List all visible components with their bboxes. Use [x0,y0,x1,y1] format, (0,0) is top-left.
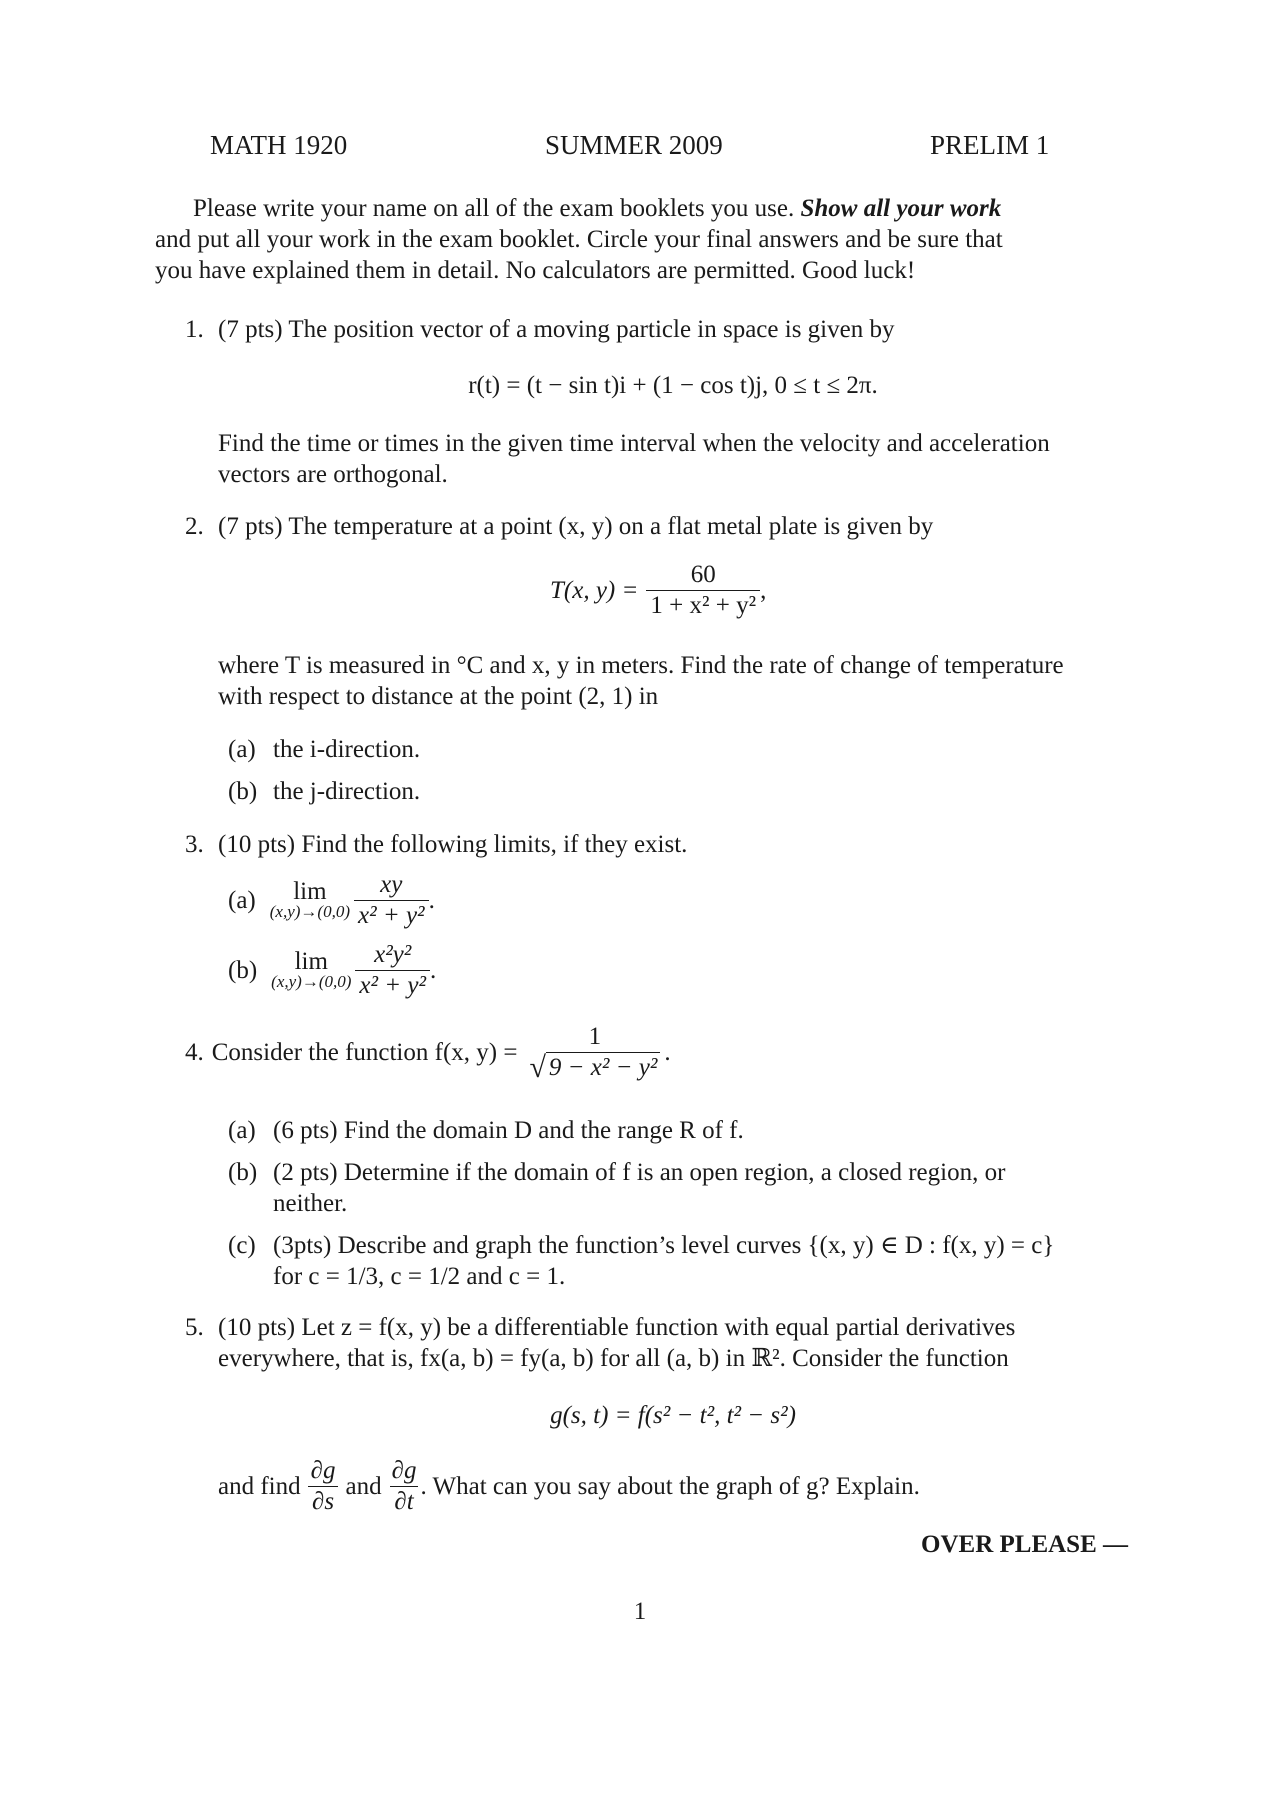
q3-part-b [228,940,436,1001]
q3-a-lim-sub: (x,y)→(0,0) [269,901,350,921]
instructions-line1: Please write your name on all of the exam booklets you use. [193,195,795,222]
q1-number: 1. [185,316,204,343]
q3-a-fraction [354,870,429,931]
q2-part-b: the j-direction. [273,778,421,805]
q2-text [218,650,1128,712]
q3-a-tail: . [428,887,435,914]
q3-part-a [228,870,435,931]
q3-b-limit [271,947,352,991]
q3-part-a-label: (a) [228,887,256,914]
q5-line2: everywhere, that is, fx(a, b) = fy(a, b) for all (a, b) in ℝ². Consider the function [218,1345,1009,1372]
q5-find [218,1456,920,1517]
q4-header [185,1022,671,1083]
q2-part-b-label: (b) [228,778,258,805]
instructions-emphasis: Show all your work [800,195,1002,222]
q2-number: 2. [185,513,204,540]
q5-closing: . What can you say about the graph of g? Explain. [420,1473,920,1500]
instructions-line3: you have explained them in detail. No calculators are permitted. Good luck! [155,257,916,284]
q4-part-a: (6 pts) Find the domain D and the range R of f. [273,1117,744,1144]
q5-dg-dt [388,1456,421,1517]
q2-tail: , [760,577,767,604]
q3-b-numerator: x²y² [374,941,412,968]
instructions-line2: and put all your work in the exam booklet. Circle your final answers and be sure that [155,226,1003,253]
exam-term: SUMMER 2009 [545,130,723,160]
q4-intro: Consider the function f(x, y) = [211,1039,518,1066]
q3-a-lim-word: lim [293,877,327,905]
q2-formula [550,560,766,621]
q4-part-c-label: (c) [228,1232,256,1259]
sqrt-icon: √ [529,1051,546,1084]
q5-equation: g(s, t) = f(s² − t², t² − s²) [550,1402,796,1429]
q2-line1: where T is measured in °C and x, y in meters. Find the rate of change of temperature [218,652,1064,679]
q2-numerator: 60 [690,561,716,588]
q5-line1: (10 pts) Let z = f(x, y) be a differentiable function with equal partial derivatives [218,1314,1016,1341]
q4-radicand: 9 − x² − y² [546,1052,660,1083]
q4-number: 4. [185,1039,204,1066]
q4-part-b-line2: neither. [273,1190,348,1217]
q2-part-a-label: (a) [228,736,256,763]
q4-numerator: 1 [588,1023,602,1050]
q5-number: 5. [185,1314,204,1341]
q5-and: and [345,1473,382,1500]
course-code: MATH 1920 [210,130,348,160]
q3-b-denominator: x² + y² [355,970,430,1001]
q4-part-c-line1: (3pts) Describe and graph the function’s level curves {(x, y) ∈ D : f(x, y) = c} [273,1232,1055,1259]
q2-intro: (7 pts) The temperature at a point (x, y) on a flat metal plate is given by [218,513,934,540]
q4-part-b-line1: (2 pts) Determine if the domain of f is an open region, a closed region, or [273,1159,1006,1186]
over-please: OVER PLEASE — [921,1531,1128,1558]
q3-number: 3. [185,831,204,858]
q1-equation: r(t) = (t − sin t)i + (1 − cos t)j, 0 ≤ t ≤ 2π. [468,372,878,399]
q3-b-lim-word: lim [294,947,328,975]
q3-part-b-label: (b) [228,957,258,984]
q3-a-denominator: x² + y² [354,900,429,931]
q3-intro: (10 pts) Find the following limits, if they exist. [218,831,688,858]
q2-fraction [646,560,760,621]
q4-part-c-line2: for c = 1/3, c = 1/2 and c = 1. [273,1263,566,1290]
q2-part-a: the i-direction. [273,736,421,763]
q5-dg-ds-den: ∂s [308,1486,338,1517]
q5-text [218,1312,1128,1374]
q3-b-tail: . [429,957,437,984]
q4-tail: . [664,1039,671,1066]
q5-and-find: and find [218,1473,301,1500]
q3-b-fraction [355,940,430,1001]
q4-denominator [525,1052,664,1083]
q3-a-limit [269,877,350,921]
q5-dg-ds-num: ∂g [310,1457,336,1484]
q1-line1: Find the time or times in the given time interval when the velocity and acceleration [218,430,1050,457]
q2-lhs: T(x, y) = [550,577,639,604]
q1-text [218,428,1128,490]
instructions [155,193,1127,286]
q4-part-c [273,1230,1128,1292]
exam-title: PRELIM 1 [930,130,1050,160]
q5-dg-dt-den: ∂t [390,1486,417,1517]
q2-denominator: 1 + x² + y² [646,590,760,621]
q5-dg-ds [307,1456,340,1517]
q4-part-b [273,1157,1128,1219]
q2-line2: with respect to distance at the point (2, 1) in [218,683,659,710]
q1-line2: vectors are orthogonal. [218,461,448,488]
q3-a-numerator: xy [380,871,403,898]
q5-dg-dt-num: ∂g [391,1457,417,1484]
q4-fraction [525,1022,664,1083]
page-number: 1 [633,1598,647,1625]
q4-part-b-label: (b) [228,1159,258,1186]
q4-part-a-label: (a) [228,1117,256,1144]
q3-b-lim-sub: (x,y)→(0,0) [271,971,352,991]
q1-intro: (7 pts) The position vector of a moving particle in space is given by [218,316,895,343]
